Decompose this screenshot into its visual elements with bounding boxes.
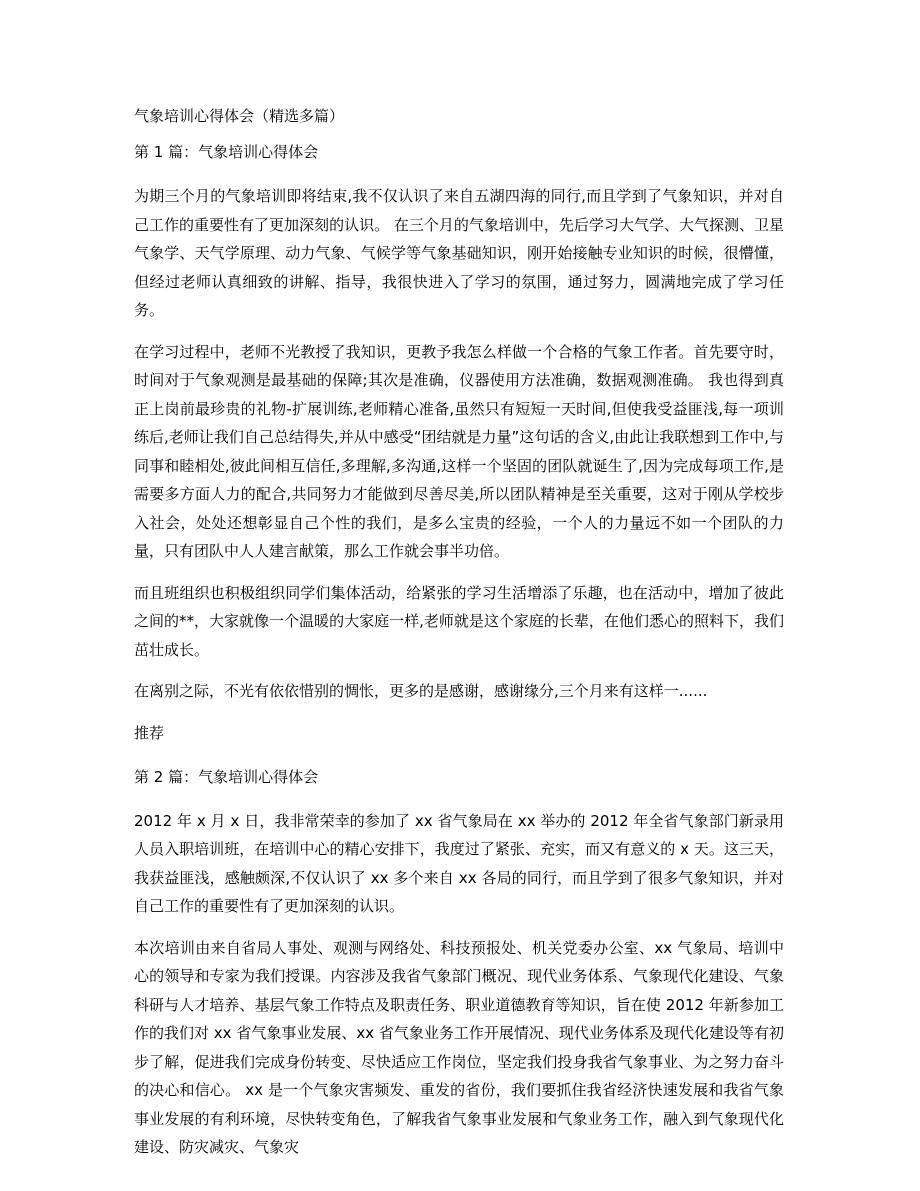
document-title: 气象培训心得体会（精选多篇） — [134, 107, 345, 125]
section-1-paragraph: 在离别之际，不光有依依惜别的惆怅，更多的是感谢，感谢缘分,三个月来有这样一...... — [134, 682, 708, 700]
section-1-heading: 第 1 篇：气象培训心得体会 — [134, 143, 319, 161]
section-1-paragraph: 为期三个月的气象培训即将结束,我不仅认识了来自五湖四海的同行,而且学到了气象知识，并对自己工作的重要性有了更加深刻的认识。 在三个月的气象培训中，先后学习大气学、大气探测、卫星气象学、天气学原理、动力气象、气候学等气象基础知识，刚开始接触专业知识的时候，很懵懂，但经过老师认真细致的讲解、指导，我很快进入了学习的氛围，通过努力，圆满地完成了学习任务。 — [134, 187, 784, 319]
section-1-paragraph: 在学习过程中，老师不光教授了我知识，更教予我怎么样做一个合格的气象工作者。首先要守时，时间对于气象观测是最基础的保障;其次是准确，仪器使用方法准确，数据观测准确。 我也得到真正上岗前最珍贵的礼物-扩展训练,老师精心准备,虽然只有短短一天时间,但使我受益匪浅,每一项训练后,老师让我们自己总结得失,并从中感受“团结就是力量”这句话的含义,由此让我联想到工作中,与同事和睦相处,彼此间相互信任,多理解,多沟通,这样一个坚固的团队就诞生了,因为完成每项工作,是需要多方面人力的配合,共同努力才能做到尽善尽美,所以团队精神是至关重要，这对于刚从学校步入社会，处处还想彰显自己个性的我们，是多么宝贵的经验，一个人的力量远不如一个团队的力量，只有团队中人人建言献策，那么工作就会事半功倍。 — [134, 342, 784, 560]
section-1-paragraph: 而且班组织也积极组织同学们集体活动，给紧张的学习生活增添了乐趣，也在活动中，增加了彼此之间的**，大家就像一个温暖的大家庭一样,老师就是这个家庭的长辈，在他们悉心的照料下，我们茁壮成长。 — [134, 583, 784, 659]
section-2-heading: 第 2 篇：气象培训心得体会 — [134, 767, 319, 786]
section-2-paragraph: 2012 年 x 月 x 日，我非常荣幸的参加了 xx 省气象局在 xx 举办的 2012 年全省气象部门新录用人员入职培训班，在培训中心的精心安排下，我度过了紧张、充实，而又有意义的 x 天。这三天，我获益匪浅，感触颇深,不仅认识了 xx 多个来自 xx 各局的同行，而且学到了很多气象知识，并对自己工作的重要性有了更加深刻的认识。 — [134, 811, 784, 915]
recommend-label: 推荐 — [134, 723, 165, 742]
document-page — [134, 100, 784, 1175]
section-2-paragraph: 本次培训由来自省局人事处、观测与网络处、科技预报处、机关党委办公室、xx 气象局、培训中心的领导和专家为我们授课。内容涉及我省气象部门概况、现代业务体系、气象现代化建设、气象科研与人才培养、基层气象工作特点及职责任务、职业道德教育等知识，旨在使 2012 年新参加工作的我们对 xx 省气象事业发展、xx 省气象业务工作开展情况、现代业务体系及现代化建设等有初步了解，促进我们完成身份转变、尽快适应工作岗位，坚定我们投身我省气象事业、为之努力奋斗的决心和信心。 xx 是一个气象灾害频发、重发的省份，我们要抓住我省经济快速发展和我省气象事业发展的有利环境，尽快转变角色，了解我省气象事业发展和气象业务工作，融入到气象现代化建设、防灾减灾、气象灾 — [134, 938, 784, 1156]
